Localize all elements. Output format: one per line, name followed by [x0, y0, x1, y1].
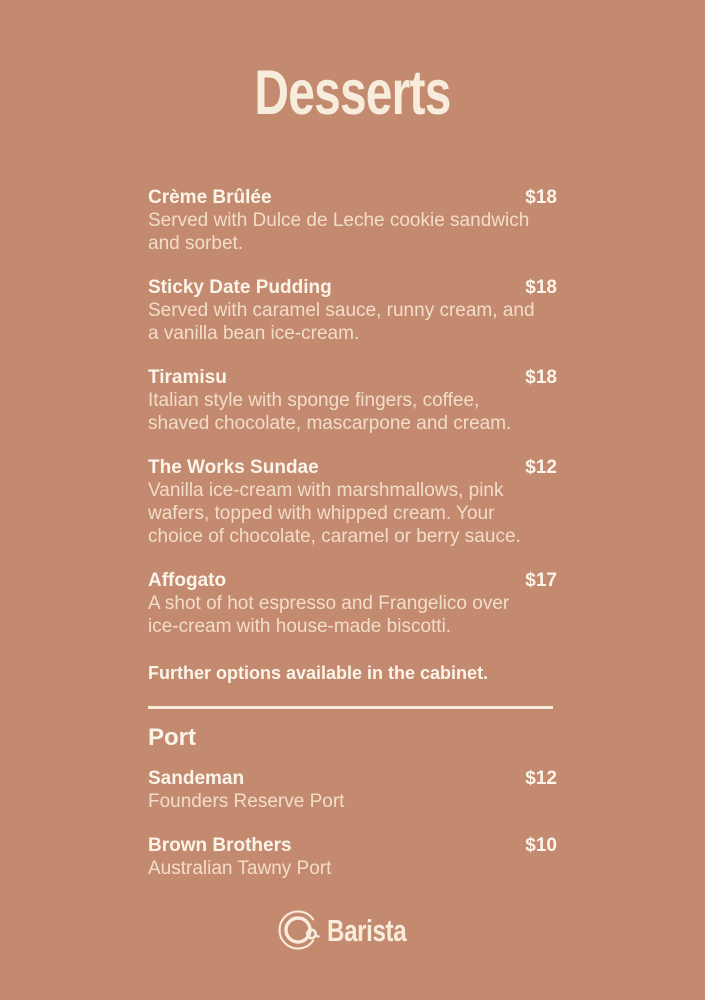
item-price: $12	[525, 457, 557, 478]
brand-footer	[0, 908, 705, 952]
item-name: Tiramisu	[148, 367, 227, 388]
page-title: Desserts	[254, 58, 451, 128]
item-price: $10	[525, 835, 557, 856]
item-name: Crème Brûlée	[148, 187, 272, 208]
item-name: Sandeman	[148, 768, 245, 789]
menu-item	[148, 456, 557, 548]
menu-item	[148, 767, 557, 813]
item-price: $18	[525, 367, 557, 388]
item-price: $12	[525, 768, 557, 789]
item-name: Sticky Date Pudding	[148, 277, 332, 298]
item-description: Italian style with sponge fingers, coffee, shaved chocolate, mascarpone and cream.	[148, 390, 512, 434]
menu-item	[148, 834, 557, 880]
item-price: $18	[525, 277, 557, 298]
menu-item	[148, 186, 557, 255]
item-price: $17	[525, 570, 557, 591]
port-section-heading: Port	[148, 724, 196, 751]
item-name: Brown Brothers	[148, 835, 292, 856]
item-description: Australian Tawny Port	[148, 858, 332, 879]
brand-name: Barista	[327, 912, 407, 948]
item-name: The Works Sundae	[148, 457, 319, 478]
item-description: Founders Reserve Port	[148, 791, 345, 812]
item-description: Served with caramel sauce, runny cream, and a vanilla bean ice-cream.	[148, 300, 535, 344]
port-items	[148, 767, 557, 880]
item-description: A shot of hot espresso and Frangelico over ice-cream with house-made biscotti.	[148, 593, 510, 637]
coffee-cup-top-view-icon	[276, 908, 320, 952]
item-description: Vanilla ice-cream with marshmallows, pink wafers, topped with whipped cream. Your choice of chocolate, caramel or berry sauce.	[148, 480, 521, 547]
menu-item	[148, 366, 557, 435]
menu-item	[148, 569, 557, 638]
cabinet-note: Further options available in the cabinet.	[148, 663, 489, 683]
menu-content	[148, 186, 557, 901]
item-price: $18	[525, 187, 557, 208]
item-description: Served with Dulce de Leche cookie sandwich and sorbet.	[148, 210, 530, 254]
menu-item	[148, 276, 557, 345]
section-divider	[148, 706, 553, 709]
item-name: Affogato	[148, 570, 227, 591]
